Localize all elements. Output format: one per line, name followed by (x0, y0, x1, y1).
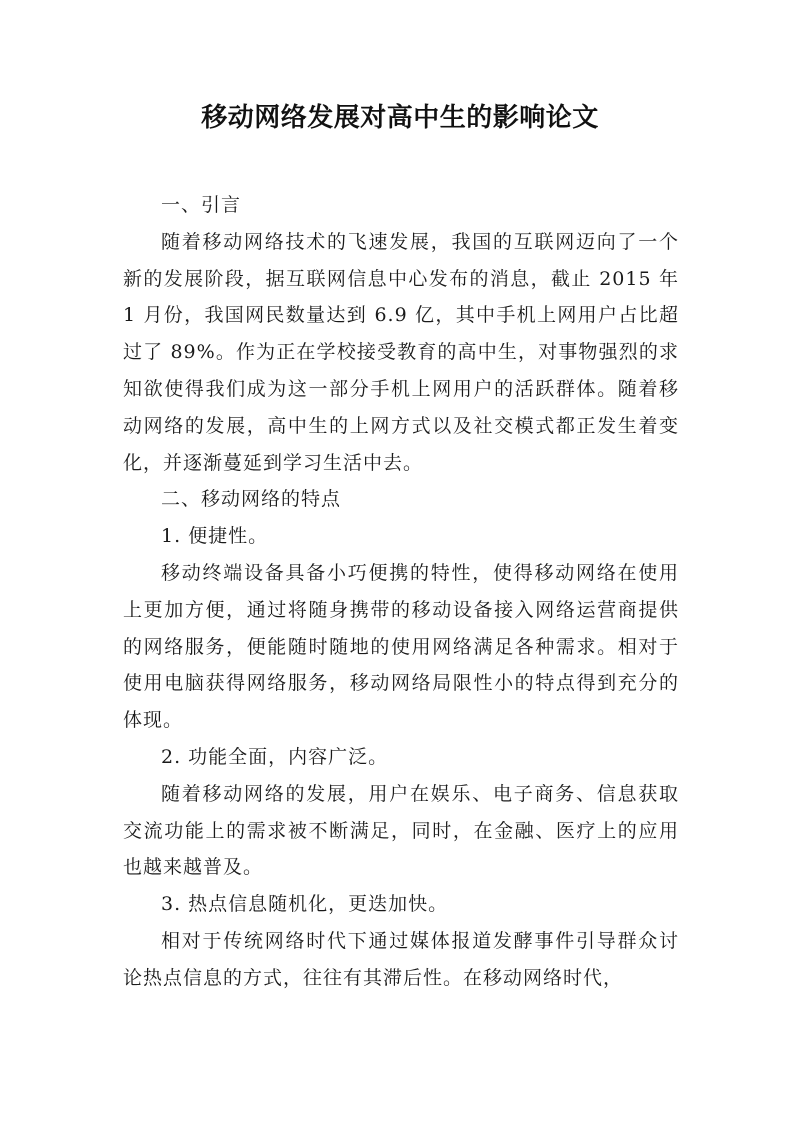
section-heading-introduction: 一、引言 (161, 194, 242, 216)
document-title: 移动网络发展对高中生的影响论文 (201, 103, 599, 133)
document-body (123, 187, 679, 997)
subheading-hot-information: 3. 热点信息随机化，更迭加快。 (161, 893, 449, 916)
paragraph-hot-information: 相对于传统网络时代下通过媒体报道发酵事件引导群众讨论热点信息的方式，往往有其滞后性。在移动网络时代， (123, 929, 679, 989)
section-heading-features: 二、移动网络的特点 (161, 488, 342, 511)
subheading-convenience: 1. 便捷性。 (161, 525, 269, 548)
subheading-comprehensive-functions: 2. 功能全面，内容广泛。 (161, 745, 389, 768)
paragraph-introduction: 随着移动网络技术的飞速发展，我国的互联网迈向了一个新的发展阶段，据互联网信息中心发布的消息，截止 2015 年 1 月份，我国网民数量达到 6.9 亿，其中手机上网用户占比超过了 89%。作为正在学校接受教育的高中生，对事物强烈的求知欲使得我们成为这一部分手机上网用户的活跃群体。随着移动网络的发展，高中生的上网方式以及社交模式都正发生着变化，并逐渐蔓延到学习生活中去。 (123, 230, 679, 474)
paragraph-convenience: 移动终端设备具备小巧便携的特性，使得移动网络在使用上更加方便，通过将随身携带的移动设备接入网络运营商提供的网络服务，便能随时随地的使用网络满足各种需求。相对于使用电脑获得网络服务，移动网络局限性小的特点得到充分的体现。 (123, 561, 679, 732)
paragraph-comprehensive-functions: 随着移动网络的发展，用户在娱乐、电子商务、信息获取交流功能上的需求被不断满足，同时，在金融、医疗上的应用也越来越普及。 (123, 782, 679, 879)
